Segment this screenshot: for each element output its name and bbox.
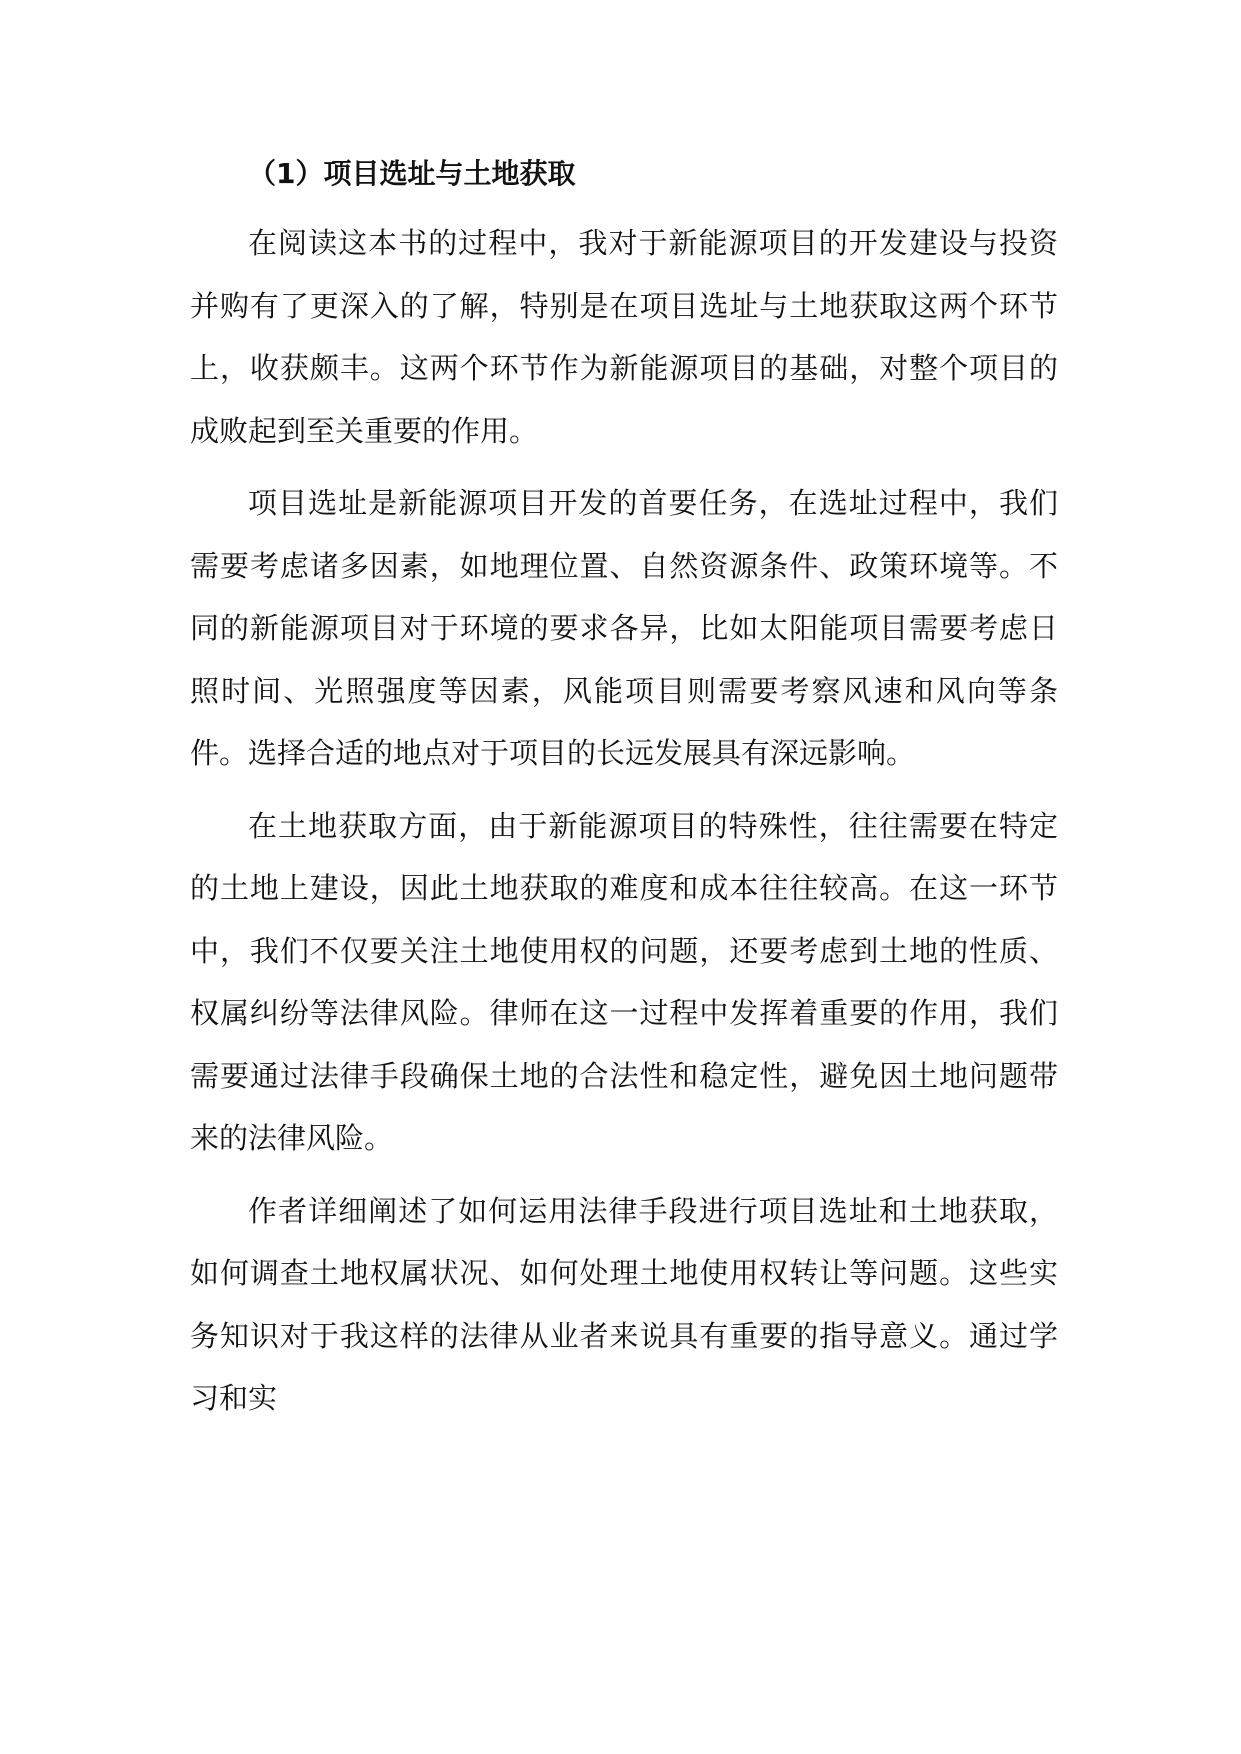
- paragraph-1: 在阅读这本书的过程中，我对于新能源项目的开发建设与投资并购有了更深入的了解，特别是在项目选址与土地获取这两个环节上，收获颇丰。这两个环节作为新能源项目的基础，对整个项目的成败起到至关重要的作用。: [190, 226, 1058, 448]
- section-heading: （1）项目选址与土地获取: [248, 157, 576, 190]
- document-body: [190, 150, 1058, 1430]
- paragraph-3: 在土地获取方面，由于新能源项目的特殊性，往往需要在特定的土地上建设，因此土地获取的难度和成本往往较高。在这一环节中，我们不仅要关注土地使用权的问题，还要考虑到土地的性质、权属纠纷等法律风险。律师在这一过程中发挥着重要的作用，我们需要通过法律手段确保土地的合法性和稳定性，避免因土地问题带来的法律风险。: [190, 808, 1058, 1155]
- paragraph-2: 项目选址是新能源项目开发的首要任务，在选址过程中，我们需要考虑诸多因素，如地理位置、自然资源条件、政策环境等。不同的新能源项目对于环境的要求各异，比如太阳能项目需要考虑日照时间、光照强度等因素，风能项目则需要考察风速和风向等条件。选择合适的地点对于项目的长远发展具有深远影响。: [190, 486, 1058, 770]
- paragraph-4: 作者详细阐述了如何运用法律手段进行项目选址和土地获取，如何调查土地权属状况、如何处理土地使用权转让等问题。这些实务知识对于我这样的法律从业者来说具有重要的指导意义。通过学习和实: [190, 1193, 1058, 1415]
